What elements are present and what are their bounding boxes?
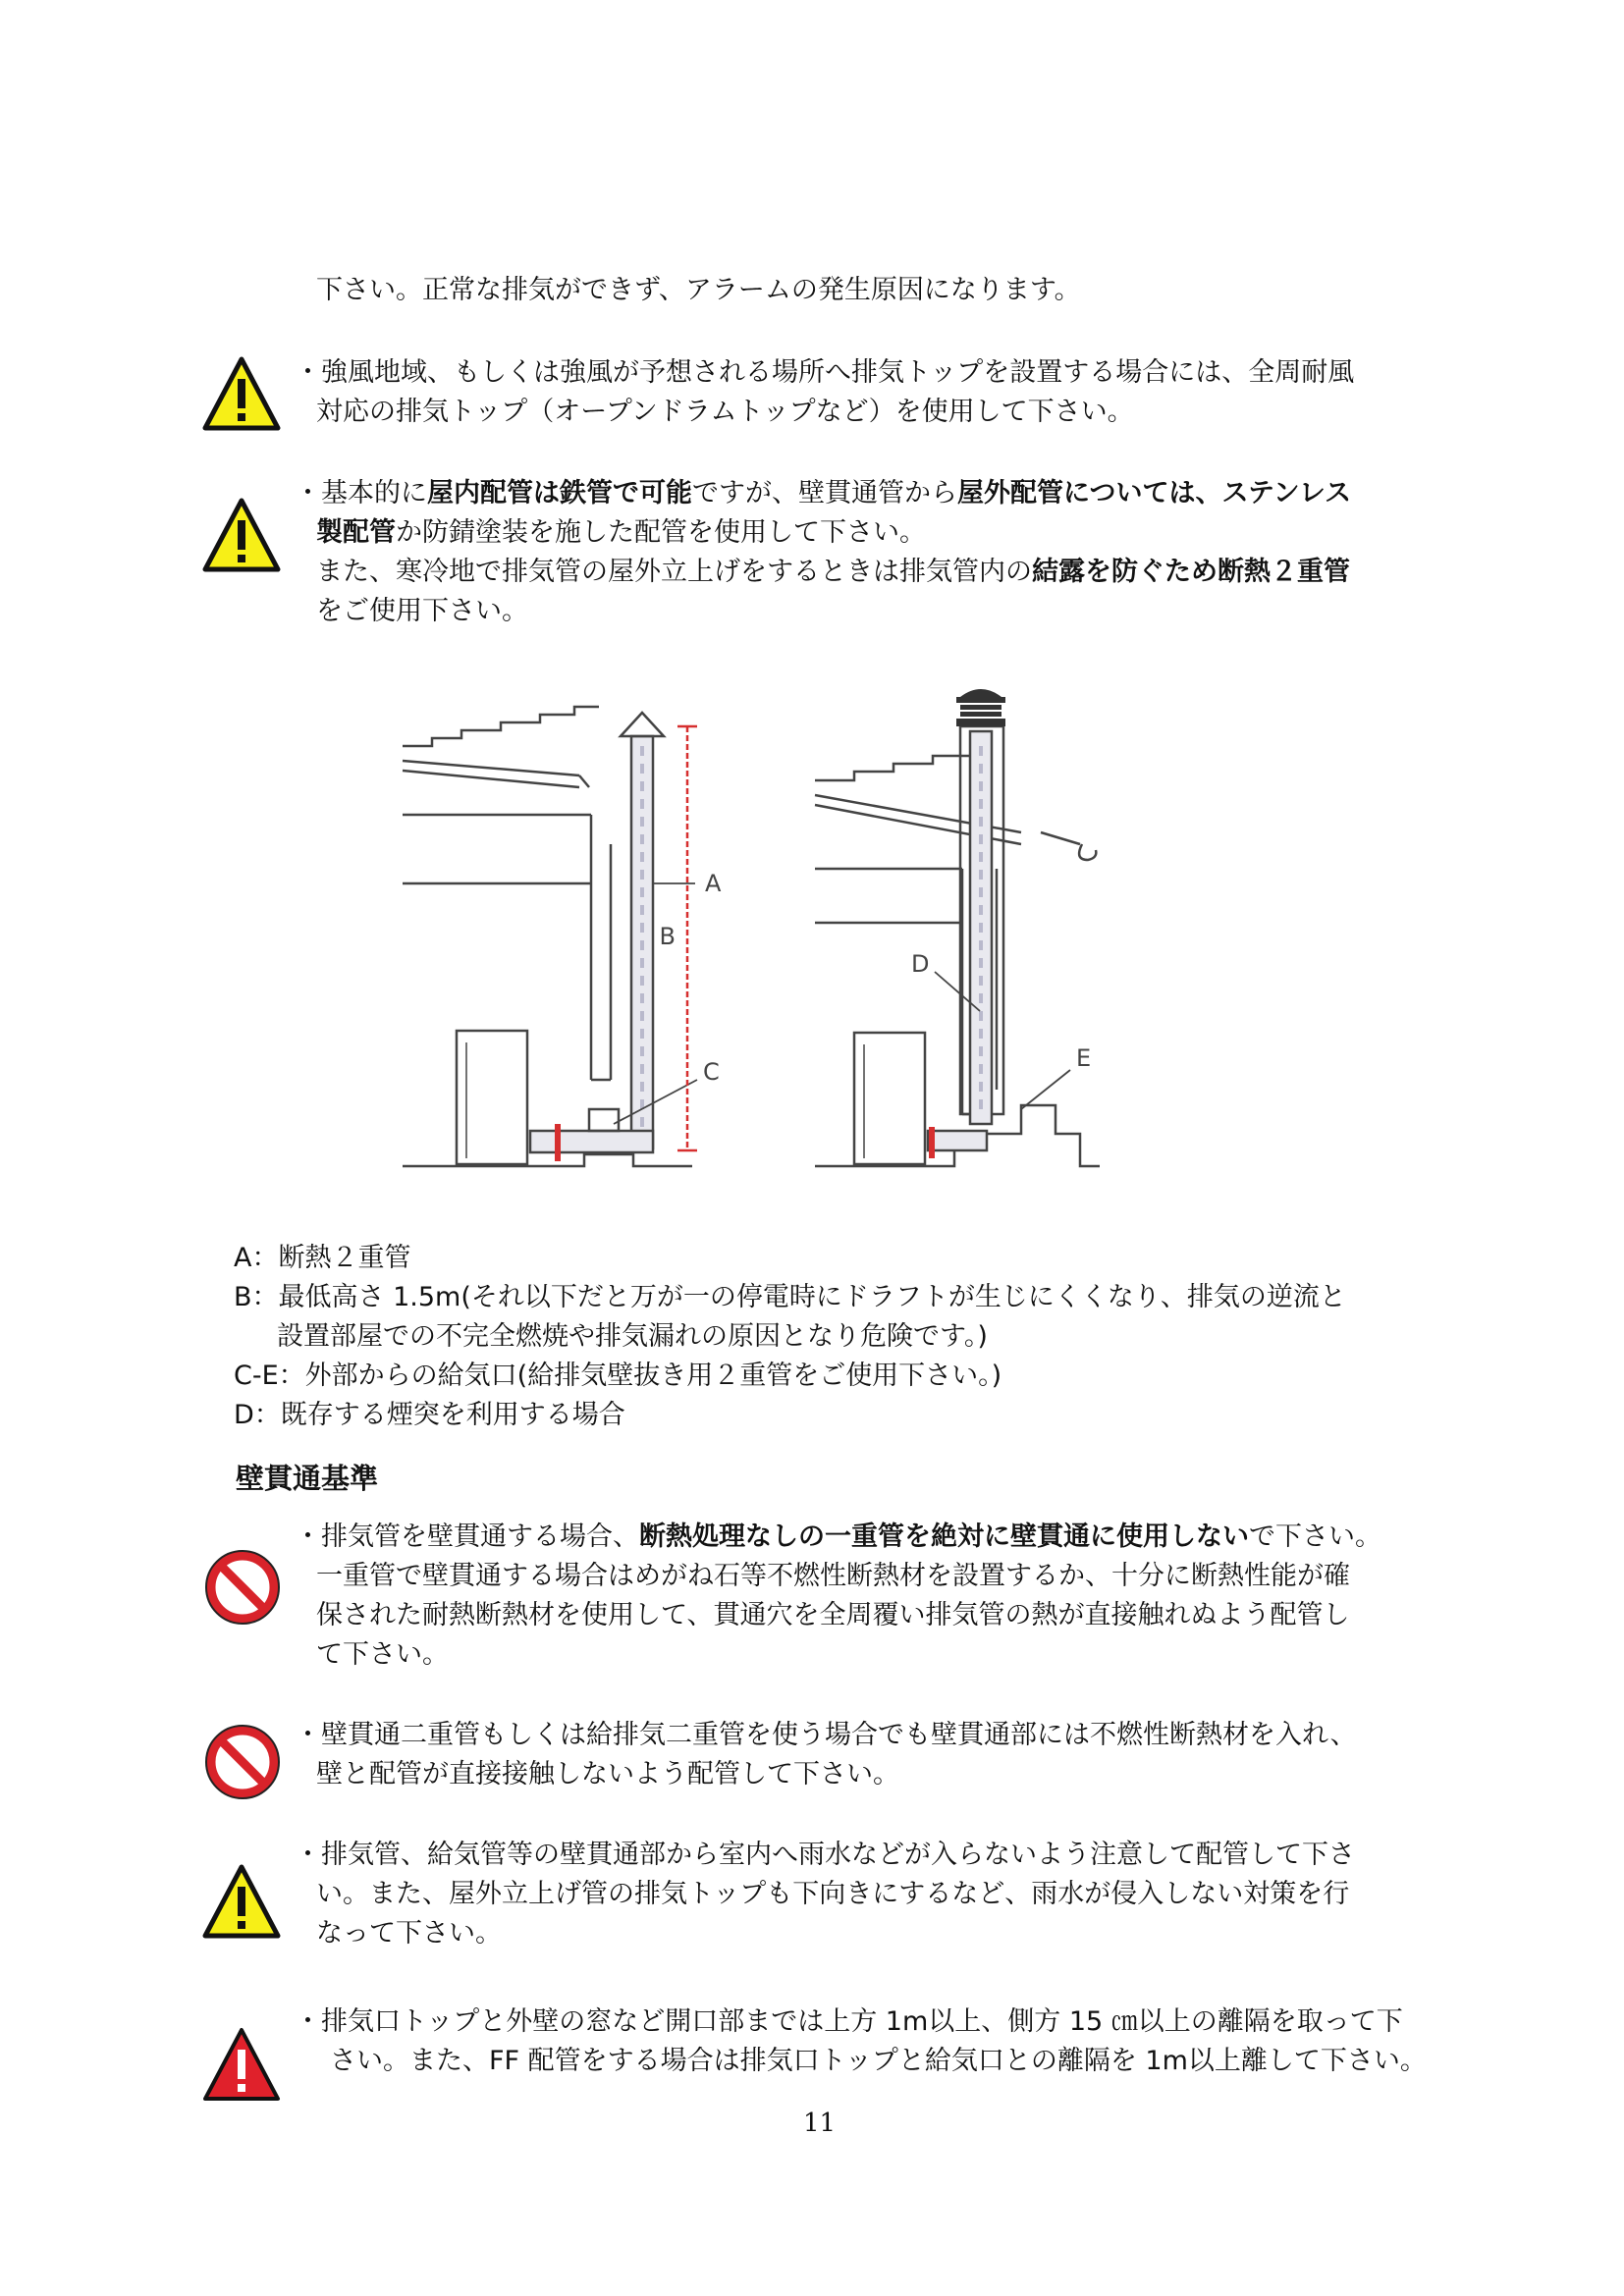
warning-rain-line2: い。また、屋外立上げ管の排気トップも下向きにするなど、雨水が侵入しない対策を行 — [316, 1879, 1350, 1909]
text-span: また、寒冷地で排気管の屋外立上げをするときは排気管内の — [316, 557, 1032, 587]
right-horizontal-pipe — [928, 1131, 987, 1150]
legend-d: D：既存する煙突を利用する場合 — [234, 1400, 625, 1430]
diagram-label-a: A — [705, 870, 722, 897]
emphasis-no-single-pipe: 断熱処理なしの一重管を絶対に壁貫通に使用しない — [639, 1522, 1249, 1552]
right-roof-line — [815, 756, 972, 780]
right-gutter — [1079, 844, 1096, 860]
legend-a: A：断熱２重管 — [234, 1243, 411, 1273]
danger-distance-line1: ・排気口トップと外壁の窓など開口部までは上方 1m以上、側方 15 ㎝以上の離隔を取って下 — [295, 2006, 1403, 2037]
warning-triangle-icon — [201, 1863, 282, 1940]
prohibition2-line1: ・壁貫通二重管もしくは給排気二重管を使う場合でも壁貫通部には不燃性断熱材を入れ、 — [295, 1720, 1357, 1750]
warning-piping-line1 — [295, 474, 1351, 513]
right-chimney-cap — [956, 689, 1005, 726]
left-horizontal-pipe — [530, 1131, 653, 1152]
text-span: ・基本的に — [295, 478, 427, 508]
diagram-label-e: E — [1076, 1044, 1092, 1072]
emphasis-indoor-iron: 屋内配管は鉄管で可能 — [427, 478, 692, 508]
section-title: 壁貫通基準 — [236, 1462, 379, 1495]
warning-piping-line3 — [316, 553, 1350, 592]
left-roof-edge — [579, 775, 589, 787]
left-floor — [403, 1154, 692, 1166]
legend-b-line1: B：最低高さ 1.5m(それ以下だと万が一の停電時にドラフトが生じにくくなり、排気の逆流と — [234, 1282, 1346, 1312]
left-top-cap — [621, 713, 664, 736]
right-roof-slope3 — [1041, 832, 1080, 844]
diagram-label-c: C — [703, 1058, 720, 1086]
page-number: 11 — [803, 2109, 837, 2138]
diagram-label-b: B — [659, 923, 676, 950]
danger-distance-line2: さい。また、FF 配管をする場合は排気口トップと給気口との離隔を 1m以上離して下さい。 — [330, 2046, 1427, 2076]
warning-triangle-icon — [201, 497, 282, 573]
warning-piping-line2 — [316, 513, 926, 553]
prohibition1-line1 — [295, 1518, 1381, 1557]
text-span: で下さい。 — [1249, 1522, 1381, 1552]
danger-triangle-icon — [201, 2026, 282, 2103]
warning-triangle-icon — [201, 355, 282, 432]
prohibition-icon — [204, 1724, 281, 1800]
warning-wind-line1: ・強風地域、もしくは強風が予想される場所へ排気トップを設置する場合には、全周耐風 — [295, 357, 1355, 388]
right-heater — [854, 1033, 925, 1164]
diagram-label-d: D — [911, 950, 930, 978]
legend-b-line2: 設置部屋での不完全燃焼や排気漏れの原因となり危険です。) — [277, 1321, 988, 1352]
intro-text: 下さい。正常な排気ができず、アラームの発生原因になります。 — [316, 275, 1081, 305]
text-span: か防錆塗装を施した配管を使用して下さい。 — [396, 517, 926, 548]
warning-wind-line2: 対応の排気トップ（オープンドラムトップなど）を使用して下さい。 — [316, 397, 1134, 427]
warning-piping-line4: をご使用下さい。 — [316, 596, 528, 626]
prohibition1-line4: て下さい。 — [316, 1639, 449, 1670]
text-span: ですが、壁貫通管から — [692, 478, 957, 508]
prohibition-icon — [204, 1549, 281, 1626]
emphasis-insulated-double-pipe: 結露を防ぐため断熱２重管 — [1032, 557, 1350, 587]
pointer-e — [1021, 1070, 1070, 1109]
chimney-installation-diagram — [393, 677, 1139, 1188]
prohibition2-line2: 壁と配管が直接接触しないよう配管して下さい。 — [316, 1759, 899, 1789]
pointer-c — [614, 1080, 697, 1124]
prohibition1-line3: 保された耐熱断熱材を使用して、貫通穴を全周覆い排気管の熱が直接触れぬよう配管し — [316, 1600, 1350, 1630]
prohibition1-line2: 一重管で壁貫通する場合はめがね石等不燃性断熱材を設置するか、十分に断熱性能が確 — [316, 1561, 1350, 1591]
text-span: ・排気管を壁貫通する場合、 — [295, 1522, 639, 1552]
legend-ce: C-E：外部からの給気口(給排気壁抜き用２重管をご使用下さい。) — [234, 1361, 1002, 1391]
warning-rain-line1: ・排気管、給気管等の壁貫通部から室内へ雨水などが入らないよう注意して配管して下さ — [295, 1840, 1355, 1870]
warning-rain-line3: なって下さい。 — [316, 1918, 502, 1949]
emphasis-stainless-pipe: 製配管 — [316, 517, 396, 548]
emphasis-outdoor-stainless: 屋外配管については、ステンレス — [957, 478, 1352, 508]
left-roof-line — [403, 707, 599, 746]
left-heater — [457, 1031, 527, 1164]
left-elbow-box — [589, 1109, 619, 1131]
